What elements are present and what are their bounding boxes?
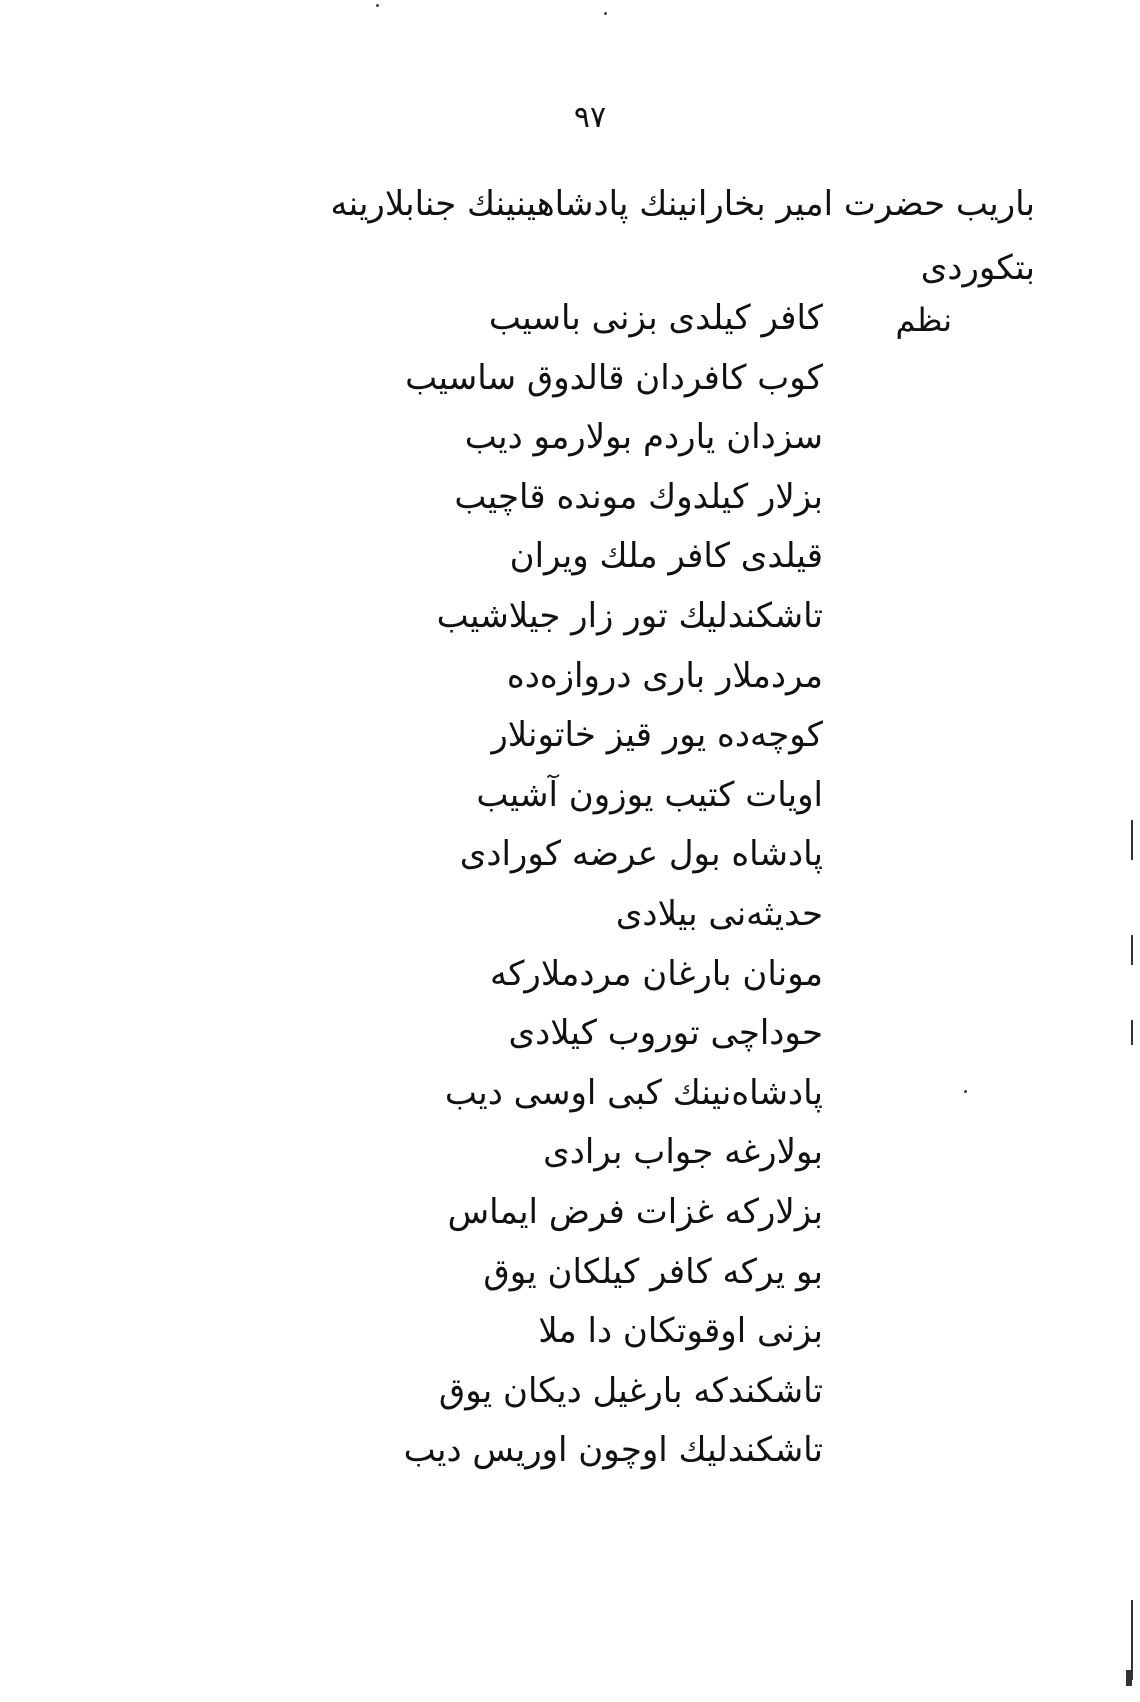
scan-edge-mark bbox=[1131, 1600, 1133, 1680]
scan-speck bbox=[964, 1090, 967, 1093]
verse-line: کافر کیلدی بزنی باسیب bbox=[488, 298, 823, 338]
verse-line: بو یرکه کافر کیلکان یوق bbox=[483, 1251, 823, 1292]
verse-line: مونان بارغان مردملارکه bbox=[490, 953, 823, 994]
verse-line: اویات کتیب یوزون آشیب bbox=[476, 774, 823, 815]
scan-edge-mark bbox=[1131, 935, 1133, 965]
verse-line: تاشکندکه بارغیل دیکان یوق bbox=[438, 1370, 823, 1411]
scan-speck bbox=[604, 12, 607, 15]
verse-line: قیلدی کافر ملك ویران bbox=[509, 536, 823, 577]
intro-line: بتکوردی bbox=[920, 248, 1035, 288]
verse-line: سزدان یاردم بولارمو دیب bbox=[464, 417, 823, 458]
page-number: ٩٧ bbox=[573, 100, 607, 135]
verse-line: بزنی اوقوتکان دا ملا bbox=[538, 1311, 823, 1352]
verse-line: پادشاه‌نینك کبی اوسی دیب bbox=[444, 1072, 823, 1113]
verse-line: کوب کافردان قالدوق ساسیب bbox=[405, 357, 823, 398]
verse-line: بزلار کیلدوك مونده قاچیب bbox=[454, 476, 823, 517]
scan-edge-mark bbox=[1131, 1020, 1133, 1045]
verse-line: حوداچی توروب کیلادی bbox=[508, 1013, 823, 1054]
verse-line: حدیثه‌نی بیلادی bbox=[615, 893, 823, 934]
verse-line: بزلارکه غزات فرض ایماس bbox=[447, 1191, 823, 1232]
verse-line: تاشکندلیك تور زار جیلاشیب bbox=[436, 595, 823, 636]
scan-edge-mark bbox=[1126, 1670, 1132, 1686]
intro-heading bbox=[275, 172, 1035, 300]
section-label: نظم bbox=[895, 301, 952, 339]
verse-line: پادشاه بول عرضه کورادی bbox=[459, 834, 823, 875]
intro-line: باریب حضرت امیر بخارانینك پادشاهینینك جنابلارینه bbox=[330, 184, 1035, 224]
verse-line: کوچه‌ده یور قیز خاتونلار bbox=[491, 715, 823, 756]
verse-line: مردملار باری دروازه‌ده bbox=[506, 655, 823, 696]
verse-line: تاشکندلیك اوچون اوریس دیب bbox=[403, 1430, 823, 1471]
verse-list bbox=[303, 296, 823, 1488]
scan-edge-mark bbox=[1131, 820, 1133, 860]
verse-line: بولارغه جواب برادی bbox=[543, 1132, 823, 1173]
scan-speck bbox=[376, 4, 379, 7]
